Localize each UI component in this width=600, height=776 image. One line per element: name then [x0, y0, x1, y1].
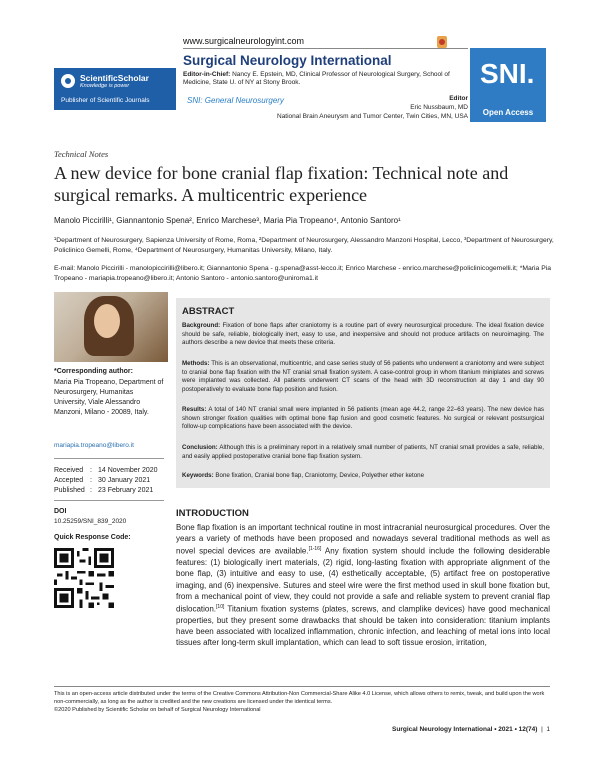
received-label: Received [54, 467, 84, 474]
abstract-keywords: Keywords: Bone fixation, Cranial bone flap, Craniotomy, Device, Polyether ether ketone [182, 472, 425, 479]
reference-link[interactable]: [1-16] [308, 546, 322, 553]
sni-logo: SNI. [480, 58, 535, 89]
open-access-label: Open Access [482, 108, 534, 117]
doi-link[interactable]: 10.25259/SNI_839_2020 [54, 518, 127, 525]
publisher-line: Publisher of Scientific Journals [61, 97, 150, 104]
section-name: SNI: General Neurosurgery [187, 96, 284, 105]
introduction-text: Bone flap fixation is an important technical routine in most intracranial neurosurgical procedures. Over the years a variety of methods have been proposed and nowadays several traditional methods as well as novel special devices are available.[1-16] Any fixation system should include the following desiderable features: (1) biologically inert materials, (2) rigid, long-lasting fixation with appropriate alignment of the bone flap, (3) intuitive and easy to use, (4) esthetically acceptable, (5) artifact free on postoperative imaging, and (6) inexpensive. Sutures and steel wire were the first method used in skull bone fixation but, from a mechanical point of view, they could not provide a safe and reliable system to prevent cranial flap dislocation.[10] Titanium fixation systems (plates, screws, and clamplike devices) have good mechanical properties, but they present some drawbacks that should be taken into consideration: titanium implants have been associated with localized inflammation, chronic infection, and leaching of metal ions into local tissues after long-term skull implantation, which can lead to soft tissue erosion, irritation, [176, 523, 550, 648]
publisher-name: ScientificScholar [80, 73, 149, 83]
crossmark-icon[interactable] [437, 36, 447, 48]
sidebar-divider [54, 500, 164, 501]
introduction-heading: INTRODUCTION [176, 508, 249, 519]
publisher-tagline: Knowledge is power [80, 83, 130, 89]
accepted-label: Accepted [54, 477, 84, 484]
accepted-date: 30 January 2021 [98, 477, 151, 484]
page-number: 1 [546, 726, 550, 733]
corresponding-author-email[interactable]: mariapia.tropeano@libero.it [54, 442, 134, 449]
doi-label: DOI [54, 508, 67, 515]
footer-divider [54, 686, 550, 687]
publisher-logo [54, 68, 176, 110]
article-type: Technical Notes [54, 149, 109, 159]
photo-face [94, 304, 120, 338]
article-dates: Received : 14 November 2020 Accepted : 30 January 2021 Published : 23 February 2021 [54, 467, 158, 494]
published-date: 23 February 2021 [98, 487, 154, 494]
journal-title: Surgical Neurology International [183, 53, 392, 68]
editor-in-chief: Editor-in-Chief: Nancy E. Epstein, MD, Clinical Professor of Neurological Surgery, School of Medicine, State U. of NY at Stony Brook. [183, 71, 450, 86]
affiliations: ¹Department of Neurosurgery, Sapienza University of Rome, Roma, ²Department of Neurosurgery, Alessandro Manzoni Hospital, Lecco, ³Department of Neurosurgery, Policlinico Gemelli, Rome, ⁴Department of Neurosurgery, Humanitas University, Milano, Italy. [54, 237, 554, 254]
author-photo [54, 292, 168, 362]
received-date: 14 November 2020 [98, 467, 158, 474]
author-emails: E-mail: Manolo Piccirilli - manolopiccirilli@libero.it; Giannantonio Spena - g.spena@asst-lecco.it; Enrico Marchese - enrico.marchese@policlinicogemelli.it; *Maria Pia Tropeano - mariapia.tropeano@libero.it; Antonio Santoro - antonio.santoro@uniroma1.it [54, 265, 552, 282]
reference-link[interactable]: [10] [216, 604, 225, 611]
abstract-methods: Methods: This is an observational, multicentric, and case series study of 56 patients who underwent a craniotomy and were subject to cranial bone flap fixation with the NT cranial small fixation system. A case-control group in whom titanium miniplates and screws were implanted was collected. All patients underwent CT scans of the head with 3D reconstruction at day 1 and day 90 postoperatively to evaluate bone flap position and fusion. [182, 360, 544, 393]
corresponding-author-address: Maria Pia Tropeano, Department of Neurosurgery, Humanitas University, Viale Alessandro Manzoni, Milano - 20089, Italy. [54, 379, 164, 416]
author-list: Manolo Piccirilli¹, Giannantonio Spena², Enrico Marchese³, Maria Pia Tropeano⁴, Antonio Santoro¹ [54, 216, 401, 225]
abstract-conclusion: Conclusion: Although this is a preliminary report in a relatively small number of patients, NT cranial small provides a safe, reliable, and easily applied postoperative cranial bone flap fixation system. [182, 444, 544, 460]
abstract-heading: ABSTRACT [182, 306, 235, 317]
qr-label: Quick Response Code: [54, 534, 131, 541]
published-label: Published [54, 487, 85, 494]
qr-code-icon[interactable] [54, 548, 114, 608]
editor-affiliation: National Brain Aneurysm and Tumor Center, Twin Cities, MN, USA [277, 113, 468, 120]
abstract-background: Background: Fixation of bone flaps after craniotomy is a routine part of every neurosurgical procedure. The ideal fixation device should be safe, reliable, biologically inert, easy to use, and inexpensive and should not produce artifacts on neuroimaging. The authors describe a new device that meets these criteria. [182, 322, 544, 347]
journal-website-link[interactable]: www.surgicalneurologyint.com [183, 36, 305, 46]
license-notice: This is an open-access article distributed under the terms of the Creative Commons Attribution-Non Commercial-Share Alike 4.0 License, which allows others to remix, tweak, and build upon the work non-commercially, as long as the author is credited and the new creations are licensed under the identical terms. ©2020 Published by Scientific Scholar on behalf of Surgical Neurology International [54, 691, 545, 713]
page-footer: Surgical Neurology International • 2021 • 12(74) | 1 [392, 726, 550, 733]
abstract-results: Results: A total of 140 NT cranial small were implanted in 56 patients (mean age 44.2, range 22–63 years). The new device has shown stronger fixation qualities with optimal bone flap fusion and good cosmetic features. No surgical or relevant postsurgical follow-up complications have been associated with the device. [182, 406, 544, 431]
editor-label: Editor [449, 95, 468, 102]
corresponding-author-label: *Corresponding author: [54, 368, 133, 375]
header-divider [183, 48, 468, 49]
sni-badge [470, 48, 546, 122]
sidebar-divider [54, 458, 164, 459]
scientific-scholar-logo-icon [61, 74, 75, 88]
editor-name: Eric Nussbaum, MD [410, 104, 468, 111]
article-title: A new device for bone cranial flap fixation: Technical note and surgical remarks. A multicentric experience [54, 163, 509, 205]
